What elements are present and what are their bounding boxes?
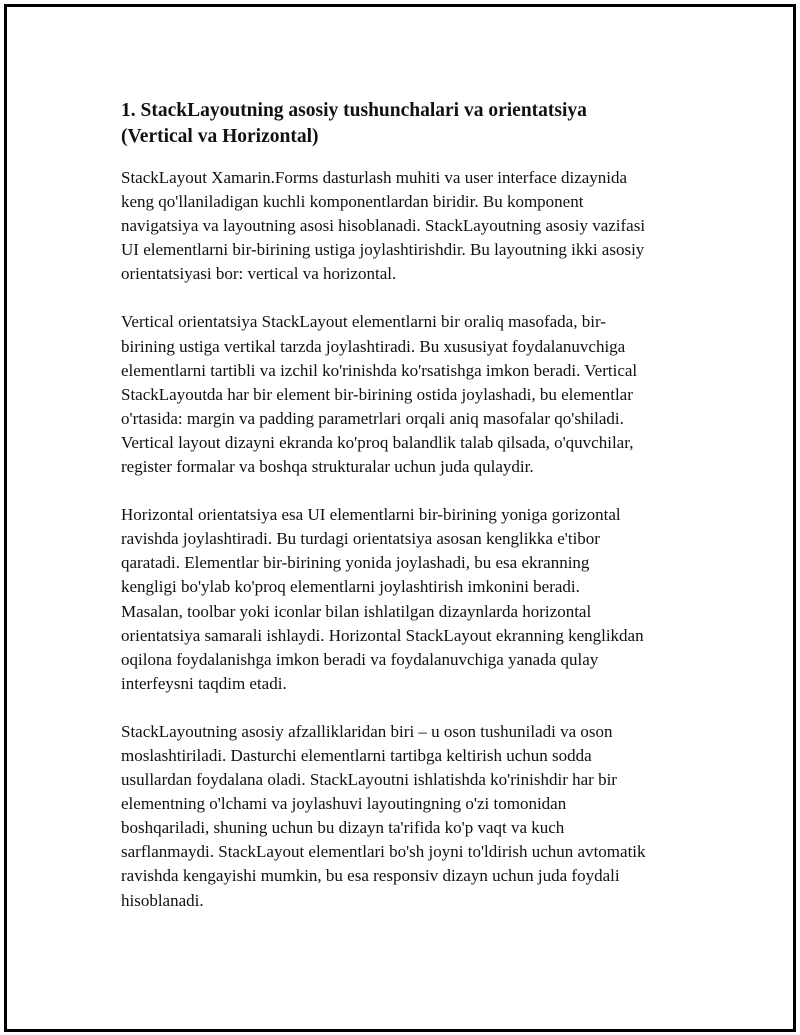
text-line: elementning o'lchami va joylashuvi layoutingning o'zi tomonidan <box>121 794 567 814</box>
text-line: StackLayout Xamarin.Forms dasturlash muhiti va user interface dizaynida <box>121 168 628 187</box>
text-line: ravishda joylashtiradi. Bu turdagi orientatsiya asosan kenglikka e'tibor <box>121 529 600 549</box>
page-frame <box>4 4 796 1032</box>
document-body <box>121 98 711 937</box>
section-heading <box>121 98 711 150</box>
text-line: moslashtiriladi. Dasturchi elementlarni tartibga keltirish uchun sodda <box>121 745 592 765</box>
text-line: Vertical layout dizayni ekranda ko'proq balandlik talab qilsada, o'quvchilar, <box>121 432 634 452</box>
text-line: o'rtasida: margin va padding parametrlari orqali aniq masofalar qo'shiladi. <box>121 408 624 428</box>
paragraph-horizontal <box>121 503 711 696</box>
text-line: boshqariladi, shuning uchun bu dizayn ta'rifida ko'p vaqt va kuch <box>121 818 565 838</box>
text-line: register formalar va boshqa strukturalar uchun juda qulaydir. <box>121 457 534 477</box>
text-line: orientatsiya samarali ishlaydi. Horizontal StackLayout ekranning kenglikdan <box>121 625 644 645</box>
text-line: Masalan, toolbar yoki iconlar bilan ishlatilgan dizaynlarda horizontal <box>121 601 592 621</box>
text-line: sarflanmaydi. StackLayout elementlari bo'sh joyni to'ldirish uchun avtomatik <box>121 842 646 862</box>
heading-line: (Vertical va Horizontal) <box>121 126 319 147</box>
text-line: interfeysni taqdim etadi. <box>121 673 287 693</box>
text-line: kengligi bo'ylab ko'proq elementlarni joylashtirish imkonini beradi. <box>121 577 580 597</box>
text-line: Vertical orientatsiya StackLayout elementlarni bir oraliq masofada, bir- <box>121 312 606 332</box>
paragraph-vertical <box>121 310 711 479</box>
paragraph-advantages <box>121 720 711 913</box>
text-line: StackLayoutda har bir element bir-birining ostida joylashadi, bu elementlar <box>121 384 633 404</box>
text-line: elementlarni tartibli va izchil ko'rinishda ko'rsatishga imkon beradi. Vertical <box>121 360 638 380</box>
text-line: usullardan foydalana oladi. StackLayoutni ishlatishda ko'rinishdir har bir <box>121 770 617 790</box>
heading-line: 1. StackLayoutning asosiy tushunchalari va orientatsiya <box>121 100 587 121</box>
text-line: oqilona foydalanishga imkon beradi va foydalanuvchiga yanada qulay <box>121 649 599 669</box>
text-line: keng qo'llaniladigan kuchli komponentlardan biridir. Bu komponent <box>121 192 584 212</box>
text-line: birining ustiga vertikal tarzda joylashtiradi. Bu xususiyat foydalanuvchiga <box>121 336 626 356</box>
text-line: Horizontal orientatsiya esa UI elementlarni bir-birining yoniga gorizontal <box>121 505 621 525</box>
text-line: UI elementlarni bir-birining ustiga joylashtirishdir. Bu layoutning ikki asosiy <box>121 240 645 260</box>
paragraph-intro <box>121 166 711 286</box>
text-line: orientatsiyasi bor: vertical va horizontal. <box>121 264 397 284</box>
text-line: navigatsiya va layoutning asosi hisoblanadi. StackLayoutning asosiy vazifasi <box>121 216 646 236</box>
text-line: hisoblanadi. <box>121 890 204 910</box>
text-line: ravishda kengayishi mumkin, bu esa responsiv dizayn uchun juda foydali <box>121 866 620 886</box>
text-line: StackLayoutning asosiy afzalliklaridan biri – u oson tushuniladi va oson <box>121 721 613 741</box>
text-line: qaratadi. Elementlar bir-birining yonida joylashadi, bu esa ekranning <box>121 553 590 573</box>
